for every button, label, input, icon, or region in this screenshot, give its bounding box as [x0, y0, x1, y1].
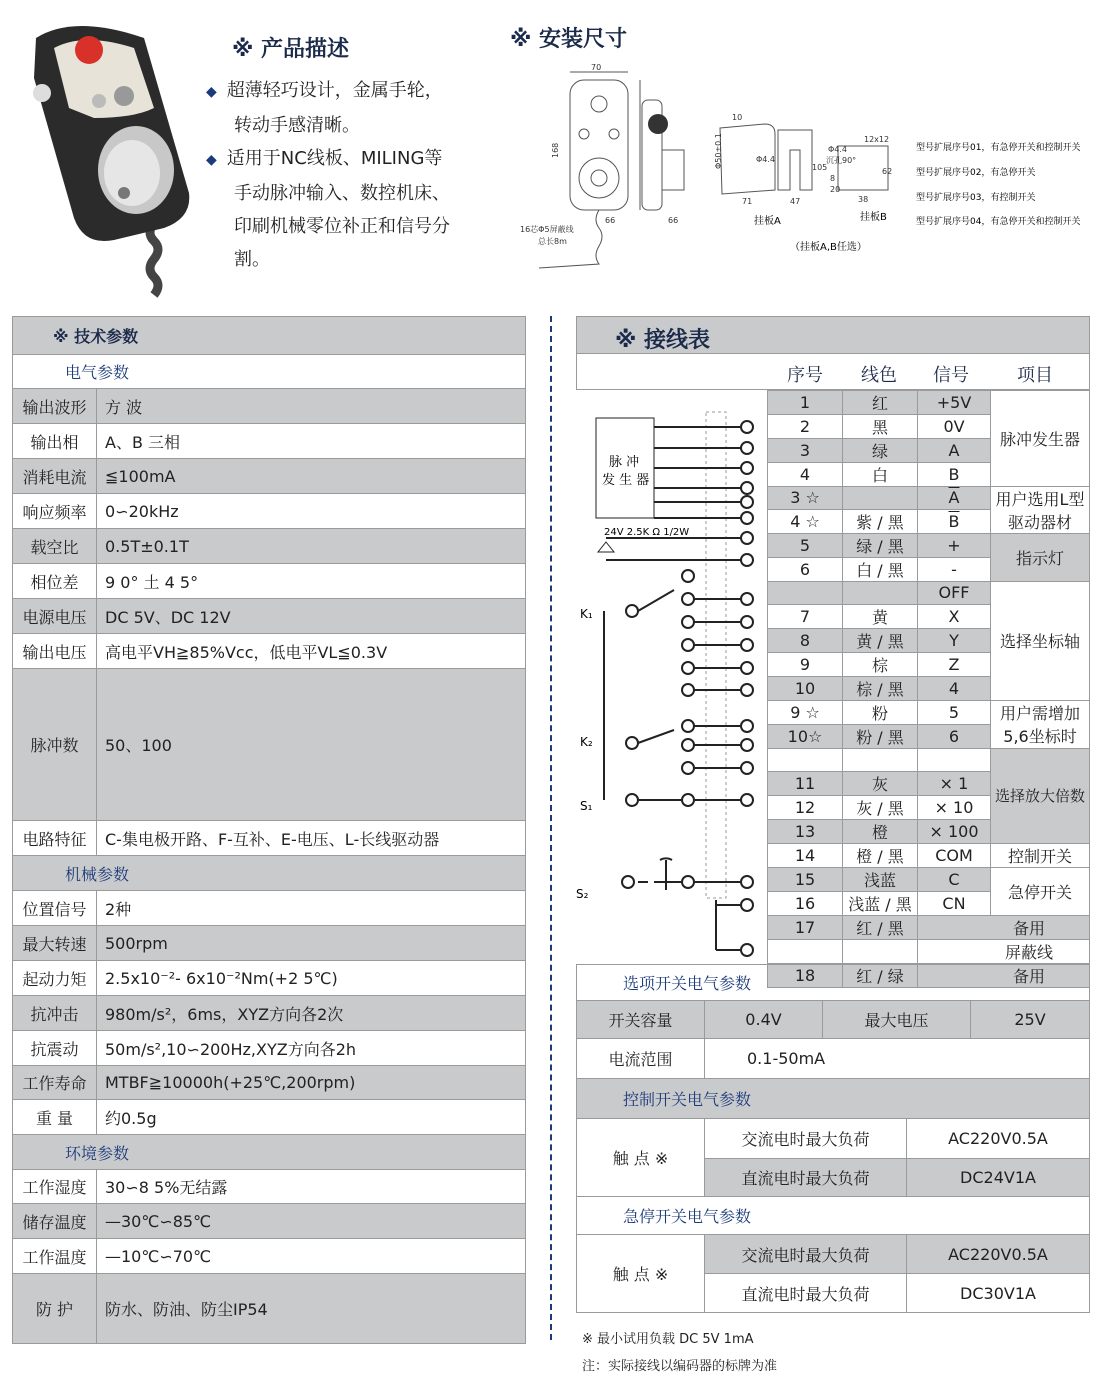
- wire-signal: $\overline{A}$: [918, 487, 991, 510]
- item-indicator: 指示灯: [991, 534, 1090, 582]
- param-value: 0.5T±0.1T: [97, 529, 526, 564]
- param-label: 重 量: [13, 1100, 97, 1135]
- item-estop: 急停开关: [991, 867, 1090, 915]
- wire-no: 11: [768, 771, 843, 795]
- wire-no: 9 ☆: [768, 700, 843, 724]
- wiring-table: [767, 390, 1090, 988]
- param-value: 980m/s²，6ms，XYZ方向各2次: [97, 996, 526, 1031]
- s1-label: S₁: [580, 799, 593, 813]
- wire-no: 3 ☆: [768, 487, 843, 510]
- dim-label: 168: [551, 142, 560, 158]
- param-label: 起动力矩: [13, 961, 97, 996]
- wire-color: 灰: [843, 771, 918, 795]
- wiring-title: ※ 接线表: [615, 328, 711, 353]
- mechanical-heading: 机械参数: [13, 856, 526, 891]
- dim-label: 62: [882, 167, 893, 176]
- param-label: 载空比: [13, 529, 97, 564]
- col-header-color: 线色: [861, 365, 897, 386]
- col-header-signal: 信号: [933, 365, 969, 386]
- model-line: 型号扩展序号04，有急停开关和控制开关: [916, 217, 1081, 227]
- wire-no: 3: [768, 439, 843, 463]
- param-value: 0∽20kHz: [97, 494, 526, 529]
- param-label: 工作寿命: [13, 1066, 97, 1100]
- wire-color: 黄: [843, 604, 918, 628]
- wire-signal: Y: [918, 628, 991, 652]
- wire-no: 16: [768, 891, 843, 915]
- item-spare1: 备用: [918, 915, 1090, 939]
- wire-color: 红: [843, 391, 918, 415]
- dim-label: Φ4.4: [756, 155, 776, 164]
- opt-label: 开关容量: [577, 1001, 705, 1039]
- pulse-box-label: 发 生 器: [602, 473, 650, 488]
- ctrl-contact: 触 点 ※: [577, 1119, 705, 1197]
- wire-no: [768, 582, 843, 605]
- wire-signal: +5V: [918, 391, 991, 415]
- wire-color: 白 / 黑: [843, 558, 918, 582]
- cable-label: 16芯Φ5屏蔽线: [520, 225, 574, 234]
- hang-b-label: 挂板B: [860, 212, 887, 223]
- wire-color: 黑: [843, 415, 918, 439]
- param-label: 储存温度: [13, 1204, 97, 1239]
- tech-title: ※ 技术参数: [13, 317, 526, 355]
- param-label: 位置信号: [13, 891, 97, 926]
- column-divider: [550, 316, 552, 1340]
- wire-no: 5: [768, 534, 843, 558]
- opt-label: 电流范围: [577, 1039, 705, 1079]
- param-value: —30℃∽85℃: [97, 1204, 526, 1239]
- wire-signal: × 100: [918, 819, 991, 843]
- wire-signal: 6: [918, 724, 991, 748]
- param-label: 响应频率: [13, 494, 97, 529]
- wiring-title-bar: [576, 316, 1090, 354]
- param-label: 脉冲数: [13, 669, 97, 821]
- wire-color: 绿: [843, 439, 918, 463]
- param-label: 相位差: [13, 564, 97, 599]
- wire-color: [843, 939, 918, 963]
- param-value: 9 0° 土 4 5°: [97, 564, 526, 599]
- param-label: 输出电压: [13, 634, 97, 669]
- param-value: —10℃∽70℃: [97, 1239, 526, 1274]
- wire-no: 10: [768, 676, 843, 700]
- desc-line: 印刷机械零位补正和信号分: [234, 216, 450, 237]
- pulse-box-label: 脉 冲: [609, 455, 640, 470]
- wire-color: 灰 / 黑: [843, 795, 918, 819]
- param-value: DC 5V、DC 12V: [97, 599, 526, 634]
- slot-note: 沉孔90°: [826, 156, 857, 165]
- param-label: 输出相: [13, 424, 97, 459]
- estop-title: 急停开关电气参数: [577, 1197, 1090, 1235]
- wire-color: 粉 / 黑: [843, 724, 918, 748]
- wire-color: [843, 582, 918, 605]
- wire-signal: X: [918, 604, 991, 628]
- param-label: 最大转速: [13, 926, 97, 961]
- opt-label: 直流电时最大负荷: [705, 1159, 907, 1197]
- desc-line: 手动脉冲输入、数控机床、: [234, 183, 450, 204]
- wire-color: 浅蓝 / 黑: [843, 891, 918, 915]
- wire-color: 紫 / 黑: [843, 509, 918, 533]
- param-value: MTBF≧10000h(+25℃,200rpm): [97, 1066, 526, 1100]
- param-label: 抗震动: [13, 1031, 97, 1066]
- desc-line: 超薄轻巧设计，金属手轮，: [226, 80, 443, 101]
- item-ctrl: 控制开关: [991, 843, 1090, 867]
- param-label: 防 护: [13, 1274, 97, 1344]
- wire-color: [843, 487, 918, 510]
- item-spare2: 备用: [918, 963, 1090, 987]
- param-value: 高电平VH≧85%Vcc，低电平VL≦0.3V: [97, 634, 526, 669]
- wire-no: 17: [768, 915, 843, 939]
- dim-label: 66: [668, 216, 679, 225]
- opt-value: 25V: [971, 1001, 1090, 1039]
- model-line: 型号扩展序号01，有急停开关和控制开关: [916, 143, 1081, 153]
- wire-signal: C: [918, 867, 991, 891]
- param-value: A、B 三相: [97, 424, 526, 459]
- opt-value: AC220V0.5A: [907, 1235, 1090, 1274]
- dim-label: Φ4.4: [828, 145, 848, 154]
- wire-no: 15: [768, 867, 843, 891]
- opt-value: DC30V1A: [907, 1274, 1090, 1313]
- dim-label: 70: [591, 63, 602, 72]
- dim-label: 20: [830, 185, 841, 194]
- cable-len: 总长8m: [538, 237, 567, 246]
- opt-label: 交流电时最大负荷: [705, 1119, 907, 1159]
- k1-label: K₁: [580, 607, 593, 621]
- tech-params-table: [12, 316, 526, 1344]
- desc-line: 适用于NC线板、MILING等: [226, 148, 443, 169]
- wire-signal: × 10: [918, 795, 991, 819]
- wire-signal: 0V: [918, 415, 991, 439]
- wire-color: 橙 / 黑: [843, 843, 918, 867]
- wire-color: 粉: [843, 700, 918, 724]
- param-value: C-集电极开路、F-互补、E-电压、L-长线驱动器: [97, 821, 526, 856]
- dim-label: 105: [812, 163, 828, 172]
- wire-signal: +: [918, 534, 991, 558]
- wire-color: 橙: [843, 819, 918, 843]
- bullet-diamond-icon: ◆: [206, 84, 217, 100]
- param-label: 电路特征: [13, 821, 97, 856]
- wire-no: 1: [768, 391, 843, 415]
- param-value: 50m/s²,10∽200Hz,XYZ方向各2h: [97, 1031, 526, 1066]
- install-title: ※ 安装尺寸: [510, 27, 628, 52]
- dim-label: 38: [858, 195, 869, 204]
- param-label: 消耗电流: [13, 459, 97, 494]
- wire-color: 红 / 黑: [843, 915, 918, 939]
- item-user-56: 用户需增加5,6坐标时: [991, 700, 1090, 748]
- model-line: 型号扩展序号03，有控制开关: [916, 193, 1036, 203]
- wire-signal: A: [918, 439, 991, 463]
- electrical-heading: 电气参数: [13, 355, 526, 389]
- opt-label: 最大电压: [823, 1001, 971, 1039]
- dim-label: 47: [790, 197, 801, 206]
- wire-color: 白: [843, 463, 918, 487]
- col-header-no: 序号: [787, 365, 823, 386]
- param-value: 2.5x10⁻²- 6x10⁻²Nm(+2 5℃): [97, 961, 526, 996]
- model-line: 型号扩展序号02，有急停开关: [916, 168, 1036, 178]
- item-mult: 选择放大倍数: [991, 748, 1090, 843]
- dim-label: 12x12: [864, 135, 890, 144]
- wiring-header-row: [576, 354, 1090, 390]
- product-desc-title: ※ 产品描述: [232, 37, 350, 62]
- wire-signal: Z: [918, 652, 991, 676]
- wire-color: [843, 748, 918, 771]
- resistor-label: 24V 2.5K Ω 1/2W: [604, 527, 690, 538]
- wire-no: 6: [768, 558, 843, 582]
- param-label: 输出波形: [13, 389, 97, 424]
- wire-signal: $\overline{B}$: [918, 509, 991, 533]
- param-value: 方 波: [97, 389, 526, 424]
- wire-color: 红 / 绿: [843, 963, 918, 987]
- estop-contact: 触 点 ※: [577, 1235, 705, 1313]
- wire-no: 8: [768, 628, 843, 652]
- wire-signal: [918, 748, 991, 771]
- environment-heading: 环境参数: [13, 1135, 526, 1170]
- opt-value: 0.4V: [705, 1001, 823, 1039]
- hang-a-label: 挂板A: [754, 216, 781, 227]
- wire-no: 13: [768, 819, 843, 843]
- desc-line: 割。: [234, 249, 270, 270]
- wire-no: 10☆: [768, 724, 843, 748]
- wire-signal: CN: [918, 891, 991, 915]
- wire-no: 2: [768, 415, 843, 439]
- hang-note: （挂板A,B任选）: [790, 242, 867, 253]
- param-label: 工作湿度: [13, 1170, 97, 1204]
- item-shield: 屏蔽线: [918, 939, 1090, 963]
- param-value: 30∽8 5%无结露: [97, 1170, 526, 1204]
- switch-title: 选项开关电气参数: [577, 965, 1090, 1001]
- param-value: 防水、防油、防尘IP54: [97, 1274, 526, 1344]
- note-min-load: ※ 最小试用负载 DC 5V 1mA: [582, 1332, 754, 1347]
- wire-signal: -: [918, 558, 991, 582]
- param-value: 2种: [97, 891, 526, 926]
- desc-line: 转动手感清晰。: [234, 115, 360, 136]
- wire-no: 7: [768, 604, 843, 628]
- bullet-diamond-icon: ◆: [206, 152, 217, 168]
- wire-no: 4 ☆: [768, 509, 843, 533]
- param-value: 约0.5g: [97, 1100, 526, 1135]
- wire-no: [768, 748, 843, 771]
- wire-signal: COM: [918, 843, 991, 867]
- wire-no: 4: [768, 463, 843, 487]
- wiring-diagram: [576, 390, 768, 962]
- param-label: 工作温度: [13, 1239, 97, 1274]
- wire-color: 浅蓝: [843, 867, 918, 891]
- wire-color: 黄 / 黑: [843, 628, 918, 652]
- item-pulse: 脉冲发生器: [991, 391, 1090, 487]
- opt-value: DC24V1A: [907, 1159, 1090, 1197]
- k2-label: K₂: [580, 735, 593, 749]
- item-user-l: 用户选用L型驱动器材: [991, 487, 1090, 534]
- opt-value: 0.1-50mA: [705, 1039, 1090, 1079]
- handwheel-photo: [14, 18, 194, 303]
- dim-label: Φ50±0.1: [714, 133, 723, 169]
- wire-signal: 5: [918, 700, 991, 724]
- wire-no: [768, 939, 843, 963]
- col-header-item: 项目: [1017, 365, 1053, 386]
- dim-label: 10: [732, 113, 743, 122]
- wire-no: 12: [768, 795, 843, 819]
- wire-color: 绿 / 黑: [843, 534, 918, 558]
- wire-signal: 4: [918, 676, 991, 700]
- dim-label: 71: [742, 197, 753, 206]
- wire-no: 18: [768, 963, 843, 987]
- install-drawing: [510, 60, 1100, 280]
- param-value: 500rpm: [97, 926, 526, 961]
- product-desc-body: [206, 74, 506, 276]
- s2-label: S₂: [576, 887, 589, 901]
- ctrl-params-table: [576, 1118, 1090, 1313]
- dim-label: 66: [605, 216, 616, 225]
- wire-signal: × 1: [918, 771, 991, 795]
- switch-params-table: [576, 964, 1090, 1119]
- wire-no: 9: [768, 652, 843, 676]
- param-value: ≦100mA: [97, 459, 526, 494]
- wire-signal: B: [918, 463, 991, 487]
- opt-value: AC220V0.5A: [907, 1119, 1090, 1159]
- opt-label: 直流电时最大负荷: [705, 1274, 907, 1313]
- wire-signal: OFF: [918, 582, 991, 605]
- wire-no: 14: [768, 843, 843, 867]
- wire-color: 棕: [843, 652, 918, 676]
- item-axis: 选择坐标轴: [991, 582, 1090, 701]
- dim-label: 8: [830, 174, 836, 183]
- note-actual-wiring: 注：实际接线以编码器的标牌为准: [582, 1359, 778, 1374]
- param-value: 50、100: [97, 669, 526, 821]
- param-label: 电源电压: [13, 599, 97, 634]
- ctrl-title: 控制开关电气参数: [577, 1079, 1090, 1119]
- wire-color: 棕 / 黑: [843, 676, 918, 700]
- opt-label: 交流电时最大负荷: [705, 1235, 907, 1274]
- param-label: 抗冲击: [13, 996, 97, 1031]
